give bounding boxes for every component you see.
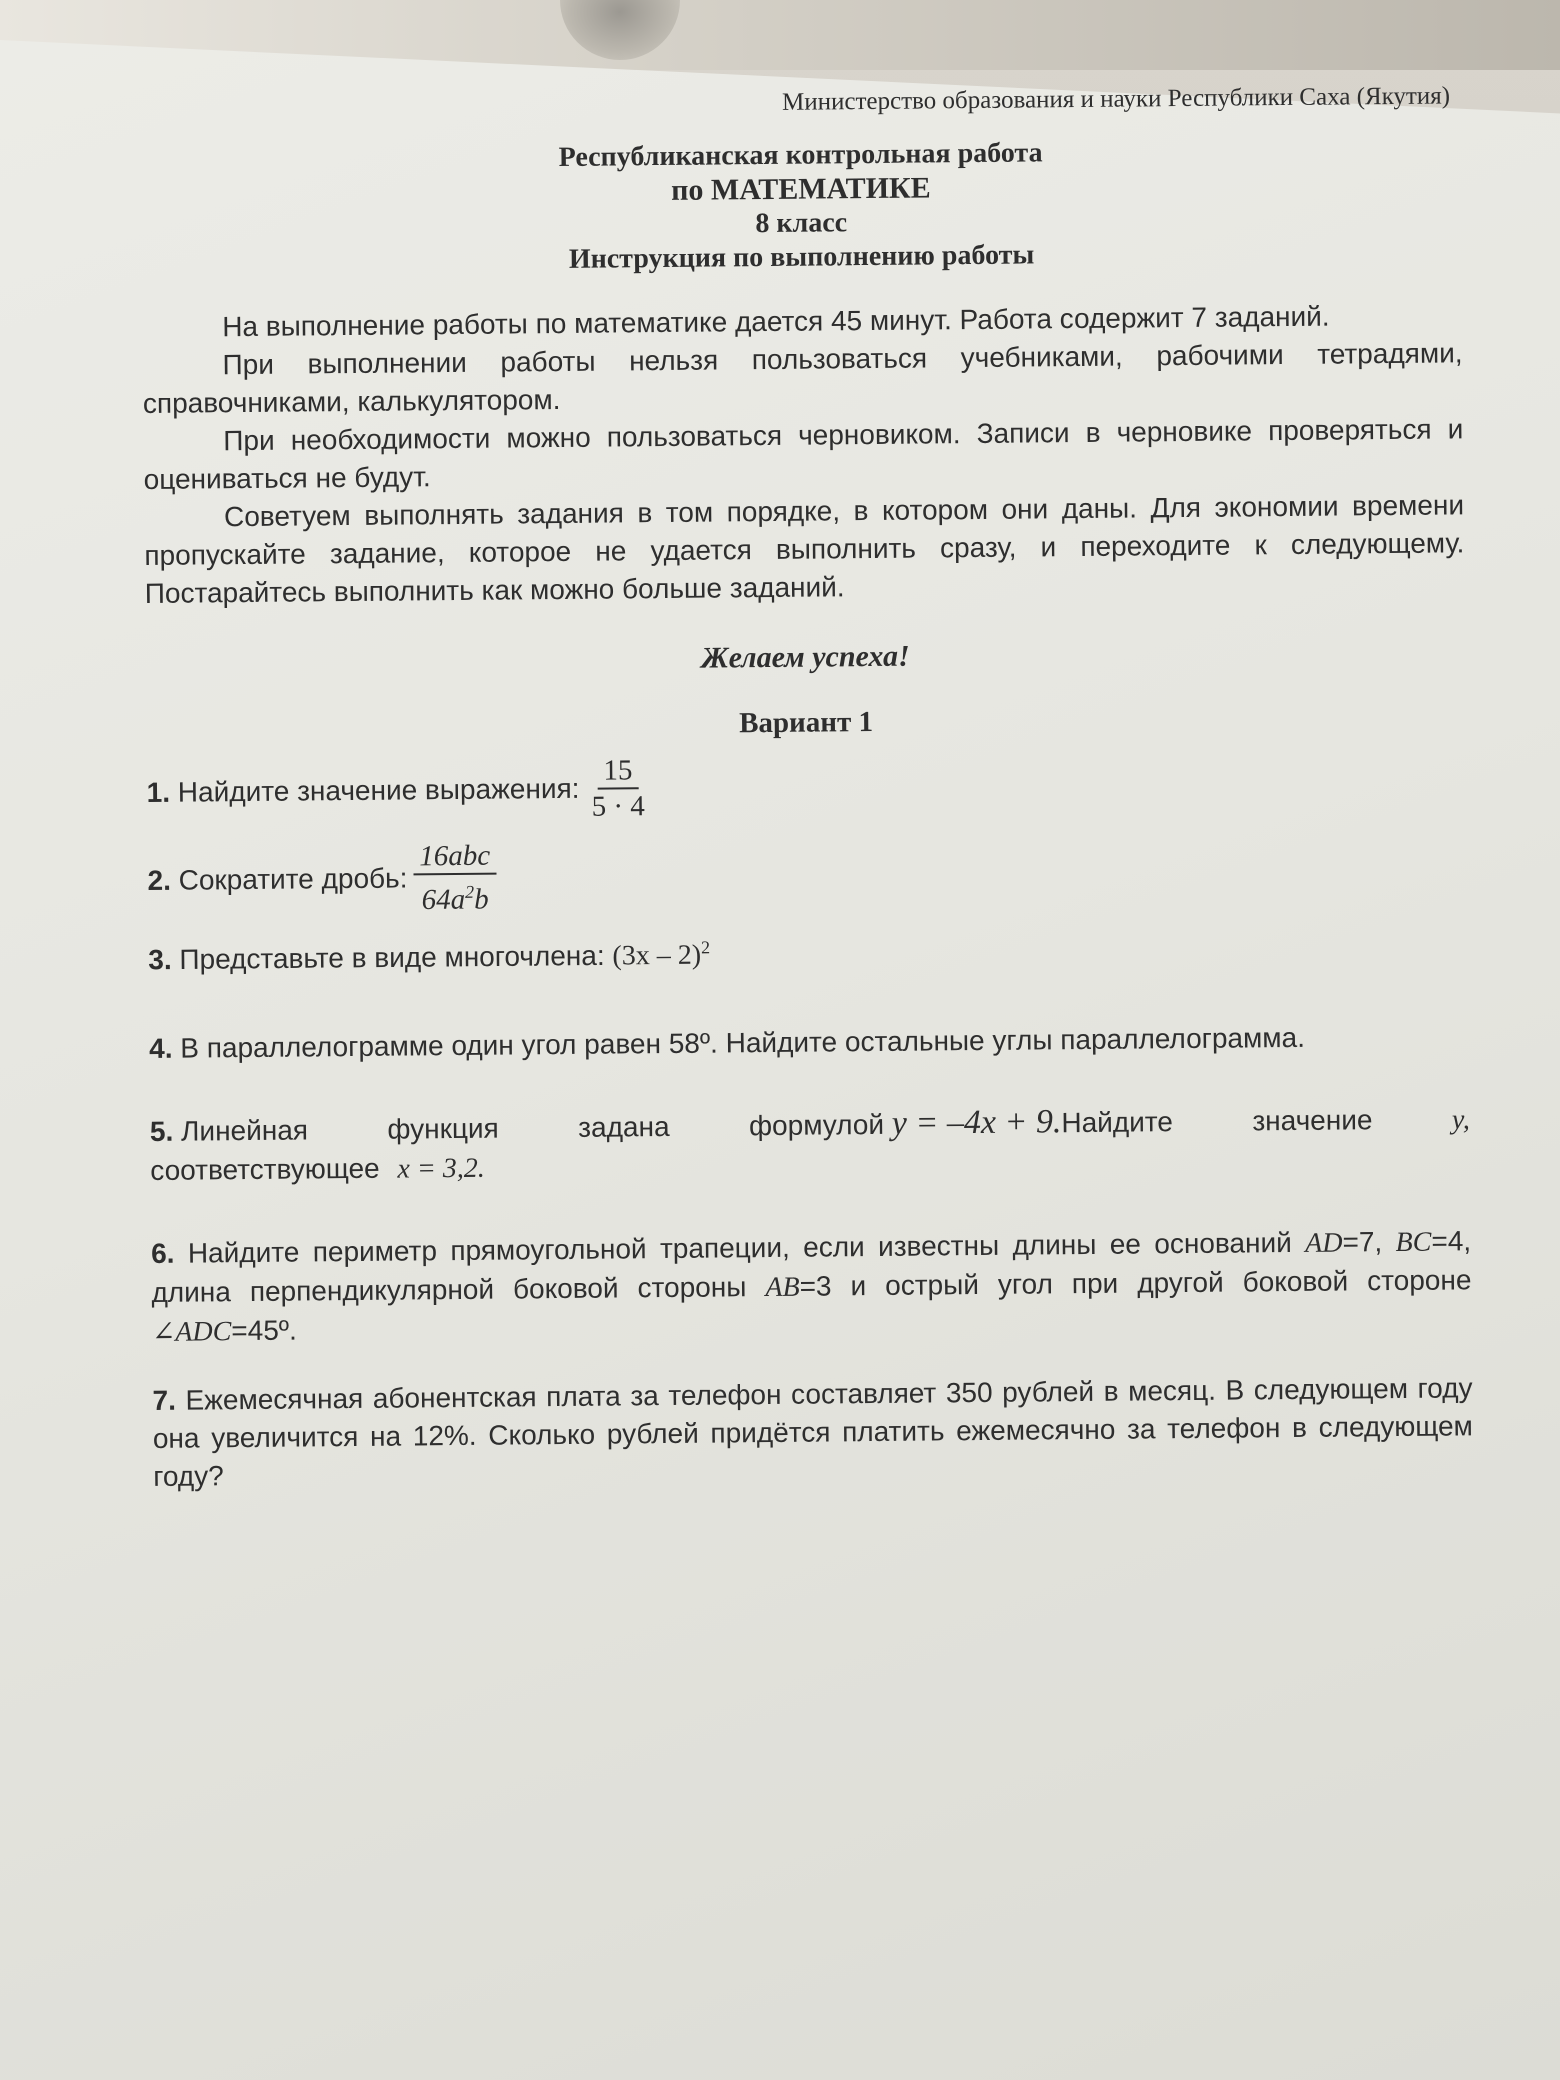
task-6 [151, 1222, 1472, 1352]
task-word: функция [387, 1112, 499, 1145]
task-word: задана [578, 1110, 670, 1143]
task-text: В параллелограмме один угол равен 58º. Найдите остальные углы параллелограмма. [180, 1021, 1306, 1064]
expression-exponent: 2 [700, 937, 711, 958]
segment-ad: AD [1305, 1227, 1343, 1259]
good-luck-text: Желаем успеха! [700, 639, 910, 675]
task-text: Представьте в виде многочлена: [179, 939, 605, 975]
task-text: =45º. [231, 1314, 297, 1347]
variant-title: Вариант 1 [738, 705, 874, 740]
segment-bc: BC [1395, 1226, 1432, 1258]
fraction-numerator: 16abc [413, 839, 496, 876]
task-3 [148, 921, 1468, 980]
task-word: значение [1252, 1104, 1373, 1137]
task-text: Найдите периметр прямоугольной трапеции, если известны длины ее оснований [187, 1226, 1306, 1269]
formula: x = 3,2. [397, 1152, 485, 1185]
task-number: 2. [147, 864, 172, 896]
expression-base: (3x – 2) [612, 939, 702, 972]
variable-y: y, [1451, 1104, 1470, 1136]
instructions [142, 296, 1465, 613]
task-word: Найдите [1061, 1106, 1174, 1139]
task-text: =3 и острый угол при другой боковой стороне [799, 1264, 1472, 1302]
task-text: =7, [1342, 1225, 1396, 1258]
instruction-paragraph: При необходимости можно пользоваться черновиком. Записи в черновике проверяться и оцениваться не будут. [143, 413, 1464, 495]
task-word: формулой [748, 1108, 885, 1142]
ministry-header: Министерство образования и науки Республики Саха (Якутия) [781, 82, 1451, 116]
task-number: 6. [150, 1237, 175, 1269]
instruction-paragraph: При выполнении работы нельзя пользоваться учебниками, рабочими тетрадями, справочниками, калькулятором. [142, 337, 1463, 419]
task-text: Найдите значение выражения: [177, 772, 580, 808]
document-page [140, 82, 1473, 1496]
task-4 [149, 1017, 1469, 1068]
title-line-2: по МАТЕМАТИКЕ [670, 171, 931, 207]
title-line-3: 8 класс [755, 207, 848, 240]
formula: y = –4x + 9. [891, 1103, 1062, 1142]
fraction-denominator [415, 875, 494, 917]
task-word: Линейная [180, 1114, 309, 1147]
task-1 [146, 745, 1467, 828]
task-number: 7. [152, 1384, 177, 1416]
title-line-4: Инструкция по выполнению работы [568, 239, 1035, 275]
task-number: 5. [149, 1115, 174, 1147]
angle-adc: ∠ADC [151, 1316, 232, 1348]
task-7 [152, 1369, 1473, 1496]
task-text: =4, длина перпендикулярной боковой стороны [151, 1225, 1472, 1308]
segment-ab: AB [765, 1271, 800, 1304]
task-text: Сократите дробь: [178, 862, 408, 896]
task-number: 1. [146, 776, 171, 808]
fraction [585, 753, 651, 824]
task-2 [147, 829, 1468, 919]
math-expression [612, 937, 711, 972]
task-text: Ежемесячная абонентская плата за телефон составляет 350 рублей в месяц. В следующем году она увеличится на 12%. Сколько рублей придётся платить ежемесячно за телефон в следующем году? [152, 1372, 1473, 1492]
instruction-paragraph: На выполнение работы по математике дается 45 минут. Работа содержит 7 заданий. [222, 300, 1330, 343]
fraction-denominator: 5 · 4 [591, 790, 645, 823]
task-number: 3. [148, 943, 172, 975]
title-line-1: Республиканская контрольная работа [558, 137, 1043, 173]
task-number: 4. [149, 1032, 173, 1064]
fraction-numerator: 15 [597, 753, 638, 789]
instruction-paragraph: Советуем выполнять задания в том порядке, в котором они даны. Для экономии времени пропускайте задание, которое не удается выполнить сразу, и переходите к следующему. Постарайтесь выполнить как можно больше заданий. [144, 489, 1465, 609]
denominator-exponent: 2 [464, 881, 475, 902]
task-word: соответствующее [150, 1152, 380, 1186]
task-5 [150, 1099, 1471, 1191]
denominator-tail: b [473, 883, 489, 916]
fraction [413, 839, 497, 917]
denominator-base: 64a [421, 883, 466, 916]
